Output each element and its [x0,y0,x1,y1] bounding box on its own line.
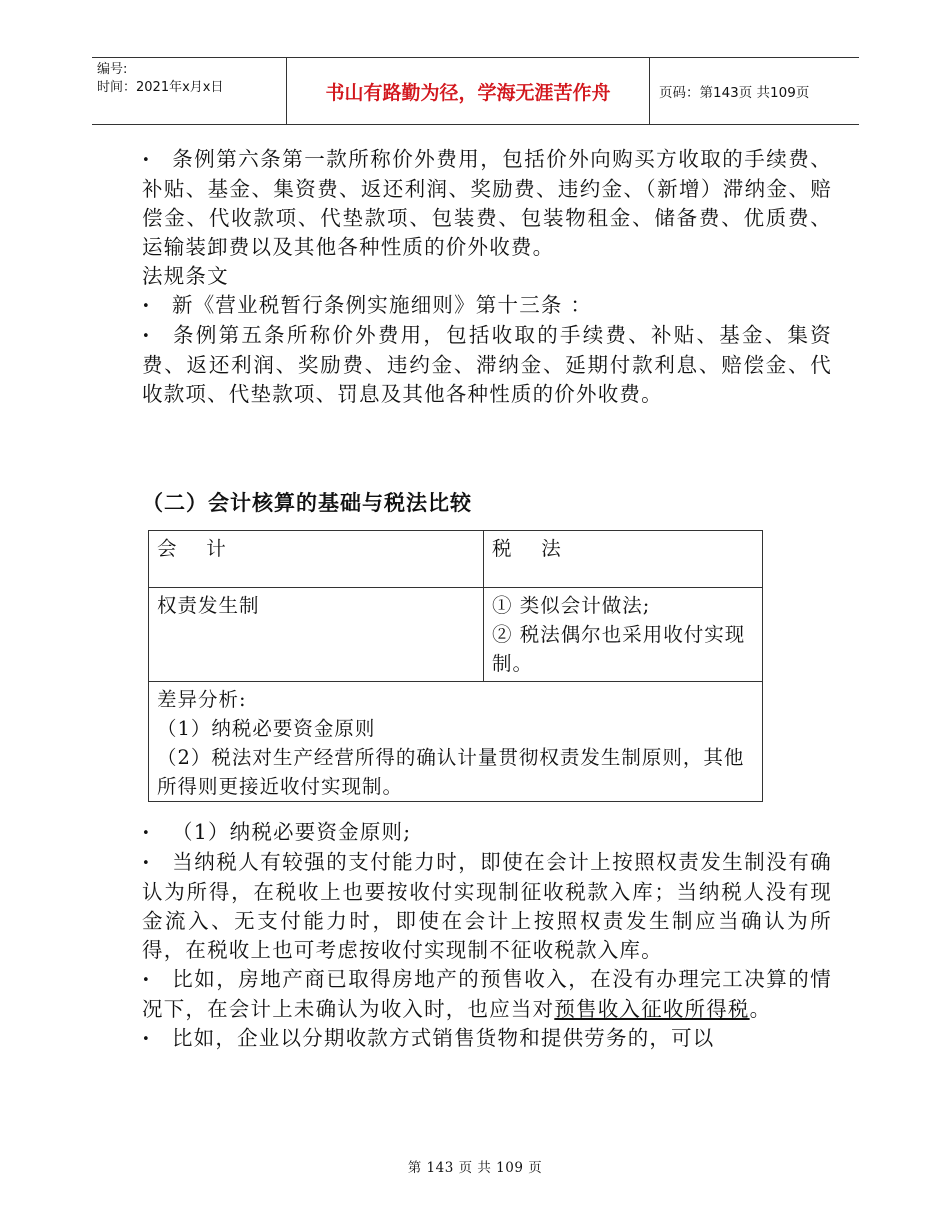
paragraph-text: 当纳税人有较强的支付能力时，即使在会计上按照权责发生制没有确认为所得，在税收上也要按收付实现制征收税款入库；当纳税人没有现金流入、无支付能力时，即使在会计上按照权责发生制应当确认为所得，在税收上也可考虑按收付实现制不征收税款入库。 [142,850,832,962]
analysis-cell [149,682,763,802]
bullet-icon: • [142,329,151,344]
cell-line: ① 类似会计做法; [492,594,651,617]
cell-line: ② 税法偶尔也采用收付实现制。 [492,623,746,675]
paragraph-text: 条例第五条所称价外费用，包括收取的手续费、补贴、基金、集资费、返还利润、奖励费、违约金、滞纳金、延期付款利息、赔偿金、代收款项、代垫款项、罚息及其他各种性质的价外收费。 [142,323,832,406]
header-motto: 书山有路勤为径，学海无涯苦作舟 [286,58,650,124]
paragraph-text: 新《营业税暂行条例实施细则》第十三条 ： [172,293,593,317]
bullet-icon: • [142,973,151,988]
paragraph [142,818,832,848]
analysis-item: （1）纳税必要资金原则 [157,717,376,740]
header-page-info: 页码：第143页 共109页 [659,85,810,101]
header-meta [97,61,223,97]
table-cell [484,588,763,682]
paragraph-text: 条例第六条第一款所称价外费用，包括价外向购买方收取的手续费、补贴、基金、集资费、返还利润、奖励费、违约金、（新增）滞纳金、赔偿金、代收款项、代垫款项、包装费、包装物租金、储备费、优质费、运输装卸费以及其他各种性质的价外收费。 [142,147,832,259]
bullet-icon: • [142,299,151,314]
header-tax-law: 税 法 [492,537,562,560]
paragraph-text: （1）纳税必要资金原则; [172,820,412,844]
table-row [149,531,763,588]
table-header-cell [484,531,763,588]
header-accounting: 会 计 [157,537,227,560]
paragraph-text: 比如，房地产商已取得房地产的预售收入，在没有办理完工决算的情况下，在会计上未确认为收入时，也应当对 [142,967,832,1021]
subheading: 法规条文 [142,264,229,288]
analysis-item: （2）税法对生产经营所得的确认计量贯彻权责发生制原则，其他所得则更接近收付实现制。 [157,746,745,798]
paragraph [142,848,832,965]
bullet-icon: • [142,826,151,841]
paragraph [142,145,832,262]
paragraph [142,965,832,1024]
paragraph [142,291,832,321]
paragraph-text: 。 [749,997,772,1021]
time-label: 时间：2021年x月x日 [97,80,224,95]
page-header [92,57,859,125]
code-label: 编号: [97,62,128,77]
section-title: （二）会计核算的基础与税法比较 [142,491,472,515]
necessary-funds-block [142,818,832,1054]
comparison-table [148,530,763,802]
table-row [149,682,763,802]
page-footer: 第 143 页 共 109 页 [407,1160,543,1176]
table-cell: 权责发生制 [149,588,484,682]
table-row [149,588,763,682]
paragraph-text: 比如，企业以分期收款方式销售货物和提供劳务的，可以 [172,1026,715,1050]
underlined-text: 预售收入征收所得税 [554,997,750,1021]
paragraph [142,1024,832,1054]
bullet-icon: • [142,856,151,871]
paragraph [142,321,832,409]
price-fee-block [142,145,832,409]
analysis-title: 差异分析: [157,688,247,711]
bullet-icon: • [142,1032,151,1047]
table-header-cell [149,531,484,588]
bullet-icon: • [142,153,151,168]
